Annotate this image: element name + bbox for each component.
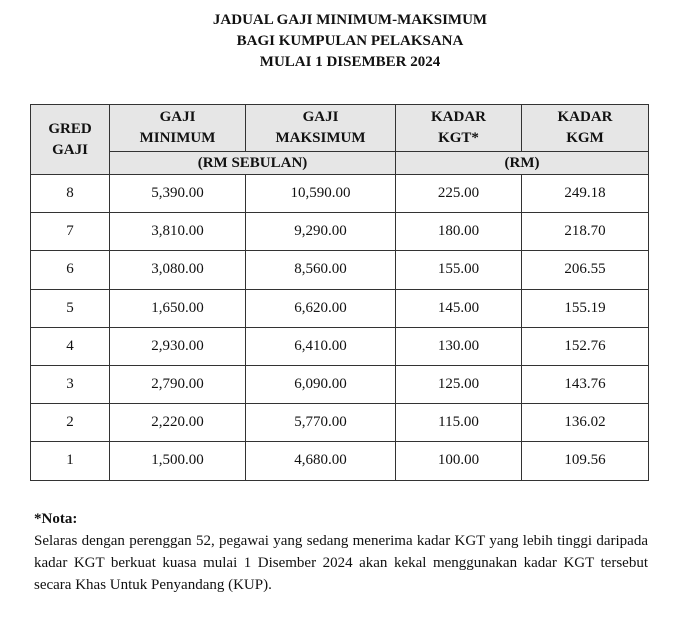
- header-unit-rm: (RM): [396, 152, 649, 175]
- title-line-3: MULAI 1 DISEMBER 2024: [259, 54, 441, 70]
- cell-max: 6,090.00: [246, 365, 396, 403]
- cell-gred: 1: [31, 442, 110, 480]
- header-kadar-kgm: [522, 105, 649, 152]
- cell-min: 2,930.00: [110, 327, 246, 365]
- cell-max: 6,410.00: [246, 327, 396, 365]
- table-row: [31, 404, 649, 442]
- header-text: KADAR: [557, 109, 613, 125]
- cell-min: 1,500.00: [110, 442, 246, 480]
- header-gaji-maksimum: [246, 105, 396, 152]
- cell-min: 3,080.00: [110, 251, 246, 289]
- header-text: KGT*: [438, 130, 479, 146]
- cell-kgt: 130.00: [396, 327, 522, 365]
- table-row: [31, 442, 649, 480]
- cell-kgt: 115.00: [396, 404, 522, 442]
- header-kadar-kgt: [396, 105, 522, 152]
- cell-max: 4,680.00: [246, 442, 396, 480]
- cell-kgm: 136.02: [522, 404, 649, 442]
- cell-max: 8,560.00: [246, 251, 396, 289]
- cell-kgt: 225.00: [396, 175, 522, 213]
- cell-min: 3,810.00: [110, 213, 246, 251]
- header-text: KGM: [566, 130, 604, 146]
- cell-kgt: 145.00: [396, 289, 522, 327]
- cell-kgt: 125.00: [396, 365, 522, 403]
- cell-kgm: 249.18: [522, 175, 649, 213]
- cell-kgm: 152.76: [522, 327, 649, 365]
- cell-max: 5,770.00: [246, 404, 396, 442]
- salary-table: [30, 104, 649, 481]
- table-row: [31, 175, 649, 213]
- table-row: [31, 289, 649, 327]
- cell-min: 2,790.00: [110, 365, 246, 403]
- cell-max: 10,590.00: [246, 175, 396, 213]
- table-row: [31, 213, 649, 251]
- header-gred-gaji: [31, 105, 110, 175]
- note-title: *Nota:: [34, 511, 78, 527]
- header-text: GRED: [48, 120, 92, 137]
- header-text: KADAR: [431, 109, 486, 125]
- cell-gred: 5: [31, 289, 110, 327]
- cell-gred: 6: [31, 251, 110, 289]
- header-text: MAKSIMUM: [275, 130, 366, 146]
- title-line-2: BAGI KUMPULAN PELAKSANA: [236, 33, 464, 49]
- cell-max: 6,620.00: [246, 289, 396, 327]
- table-body: [31, 175, 649, 481]
- note-section: [34, 508, 648, 596]
- header-gaji-minimum: [110, 105, 246, 152]
- cell-gred: 7: [31, 213, 110, 251]
- header-text: GAJI: [302, 109, 339, 125]
- cell-gred: 4: [31, 327, 110, 365]
- header-unit-monthly: (RM SEBULAN): [110, 152, 396, 175]
- cell-gred: 8: [31, 175, 110, 213]
- header-text: GAJI: [52, 141, 88, 158]
- cell-kgm: 206.55: [522, 251, 649, 289]
- cell-min: 5,390.00: [110, 175, 246, 213]
- cell-kgm: 143.76: [522, 365, 649, 403]
- header-text: MINIMUM: [139, 130, 216, 146]
- cell-kgm: 218.70: [522, 213, 649, 251]
- table-row: [31, 251, 649, 289]
- cell-min: 1,650.00: [110, 289, 246, 327]
- note-text: Selaras dengan perenggan 52, pegawai yang sedang menerima kadar KGT yang lebih tinggi daripada kadar KGT berkuat kuasa mulai 1 Disember 2024 akan kekal menggunakan kadar KGT tersebut secara Khas Untuk Penyandang (KUP).: [34, 533, 648, 593]
- cell-kgm: 155.19: [522, 289, 649, 327]
- cell-min: 2,220.00: [110, 404, 246, 442]
- table-row: [31, 327, 649, 365]
- table-row: [31, 365, 649, 403]
- header-text: GAJI: [159, 109, 196, 125]
- cell-gred: 2: [31, 404, 110, 442]
- cell-max: 9,290.00: [246, 213, 396, 251]
- cell-kgt: 100.00: [396, 442, 522, 480]
- cell-kgm: 109.56: [522, 442, 649, 480]
- document-title: [0, 10, 700, 73]
- title-line-1: JADUAL GAJI MINIMUM-MAKSIMUM: [212, 12, 488, 28]
- cell-kgt: 180.00: [396, 213, 522, 251]
- cell-kgt: 155.00: [396, 251, 522, 289]
- cell-gred: 3: [31, 365, 110, 403]
